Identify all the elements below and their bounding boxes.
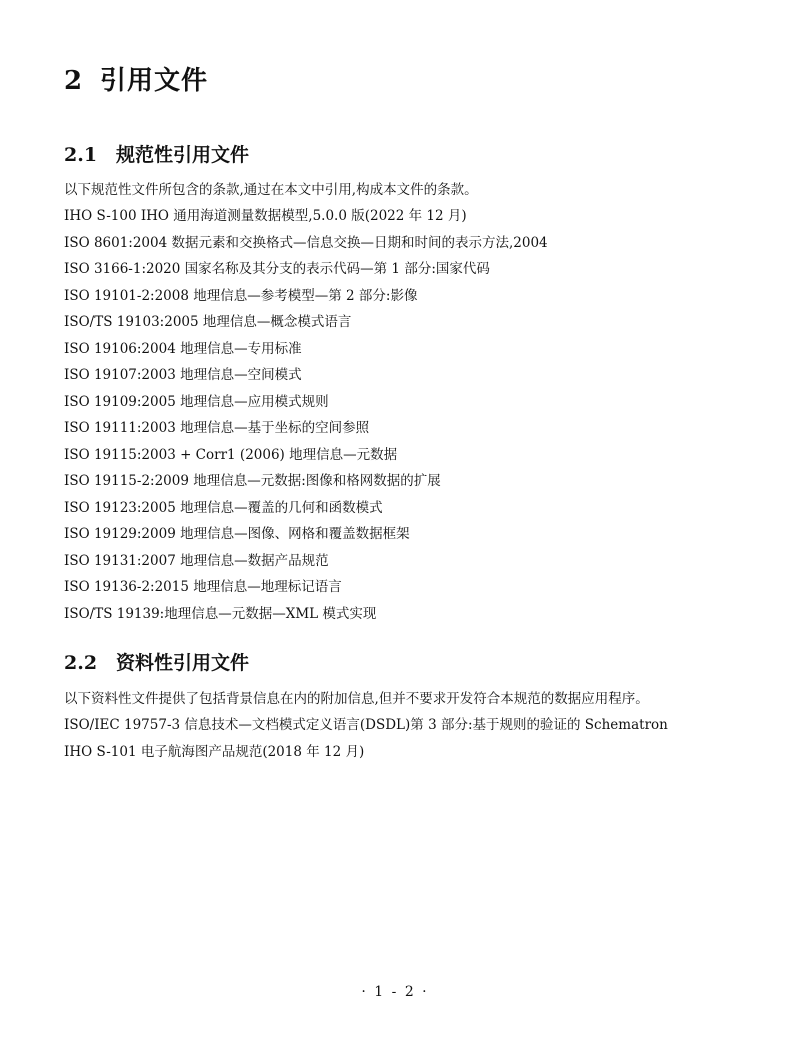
normative-intro-paragraph: 以下规范性文件所包含的条款,通过在本文中引用,构成本文件的条款。 <box>64 182 478 198</box>
reference-item: ISO 19115-2:2009 地理信息—元数据:图像和格网数据的扩展 <box>64 473 441 489</box>
reference-item: IHO S-101 电子航海图产品规范(2018 年 12 月) <box>64 743 365 760</box>
reference-item: ISO/IEC 19757-3 信息技术—文档模式定义语言(DSDL)第 3 部分:基于规则的验证的 Schematron <box>64 717 668 733</box>
reference-item: ISO 19136-2:2015 地理信息—地理标记语言 <box>64 579 342 595</box>
chapter-title: 引用文件 <box>100 66 209 96</box>
chapter-heading <box>64 60 208 97</box>
reference-item: ISO 19109:2005 地理信息—应用模式规则 <box>64 393 329 410</box>
reference-item: ISO 19111:2003 地理信息—基于坐标的空间参照 <box>64 420 370 436</box>
normative-reference-list <box>64 207 750 631</box>
reference-item: ISO 19129:2009 地理信息—图像、网格和覆盖数据框架 <box>64 526 410 542</box>
section-title: 规范性引用文件 <box>116 144 250 166</box>
reference-item: ISO 19106:2004 地理信息—专用标准 <box>64 340 302 357</box>
reference-item: ISO 8601:2004 数据元素和交换格式—信息交换—日期和时间的表示方法,2004 <box>64 234 548 251</box>
section-title: 资料性引用文件 <box>116 652 250 674</box>
informative-reference-list <box>64 716 750 769</box>
reference-item: ISO 19123:2005 地理信息—覆盖的几何和函数模式 <box>64 499 383 516</box>
chapter-number: 2 <box>64 66 84 96</box>
reference-item: ISO 19115:2003 + Corr1 (2006) 地理信息—元数据 <box>64 446 398 463</box>
reference-item: ISO 19131:2007 地理信息—数据产品规范 <box>64 552 329 569</box>
page-number: · 1 - 2 · <box>361 984 429 1000</box>
reference-item: ISO/TS 19103:2005 地理信息—概念模式语言 <box>64 314 352 330</box>
reference-item: IHO S-100 IHO 通用海道测量数据模型,5.0.0 版(2022 年 12 月) <box>64 208 467 224</box>
section-number: 2.1 <box>64 144 98 166</box>
section-heading-normative <box>64 140 249 167</box>
reference-item: ISO 19107:2003 地理信息—空间模式 <box>64 367 302 383</box>
reference-item: ISO 3166-1:2020 国家名称及其分支的表示代码—第 1 部分:国家代码 <box>64 261 490 277</box>
informative-intro-paragraph: 以下资料性文件提供了包括背景信息在内的附加信息,但并不要求开发符合本规范的数据应用程序。 <box>64 691 649 707</box>
reference-item: ISO/TS 19139:地理信息—元数据—XML 模式实现 <box>64 605 377 622</box>
section-number: 2.2 <box>64 652 98 674</box>
reference-item: ISO 19101-2:2008 地理信息—参考模型—第 2 部分:影像 <box>64 287 418 304</box>
section-heading-informative <box>64 648 249 675</box>
